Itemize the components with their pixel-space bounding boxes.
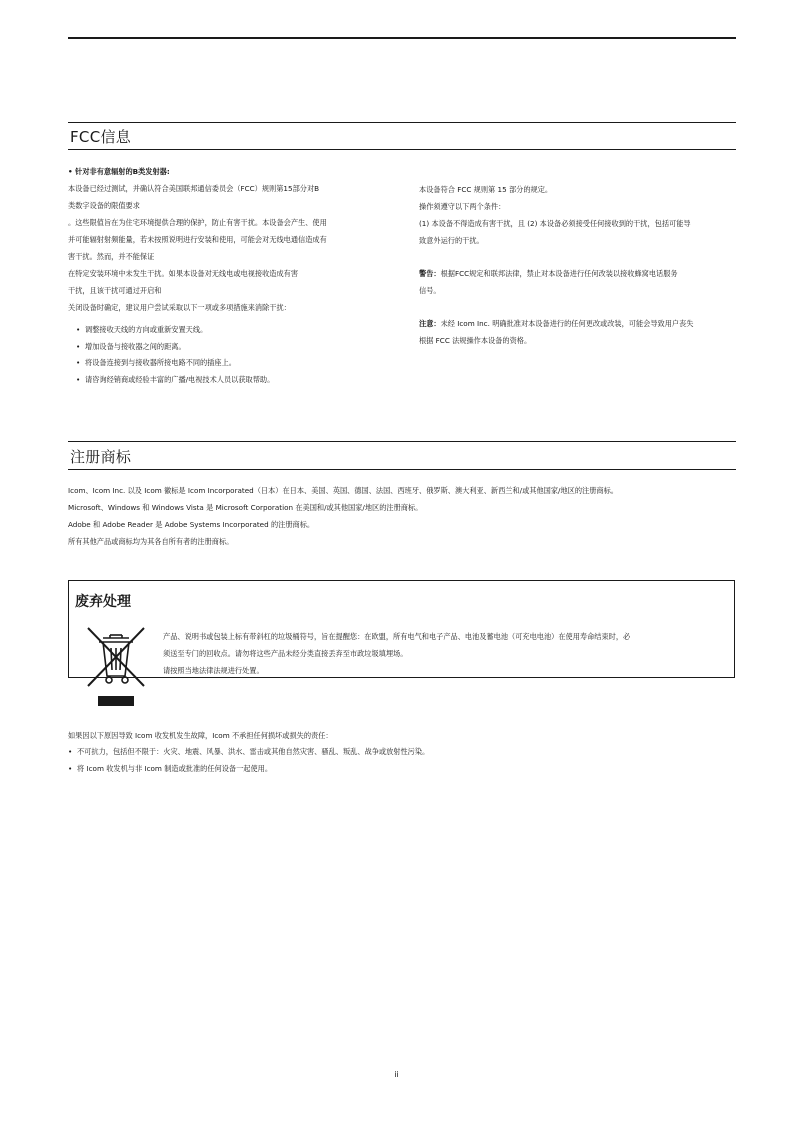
fcc-right-column — [419, 181, 693, 349]
fcc-right-line: (1) 本设备不得造成有害干扰，且 (2) 本设备必须接受任何接收到的干扰，包括可能导 — [419, 219, 691, 228]
disposal-text — [163, 628, 630, 679]
trademarks-body — [68, 482, 618, 550]
trademark-line: Adobe 和 Adobe Reader 是 Adobe Systems Incorporated 的注册商标。 — [68, 520, 315, 529]
disposal-line: 请按照当地法律法规进行处置。 — [163, 666, 264, 675]
fcc-left-line: 干扰，且该干扰可通过开启和 — [68, 286, 162, 295]
warning-text: 根据FCC规定和联邦法律，禁止对本设备进行任何改装以接收蜂窝电话服务 — [440, 269, 678, 278]
list-item-text: 增加设备与接收器之间的距离。 — [85, 341, 186, 351]
fcc-measures-list — [76, 322, 327, 388]
top-rule — [68, 37, 736, 39]
bullet-icon: • — [68, 763, 73, 773]
fcc-warning-line2: 信号。 — [419, 286, 441, 295]
list-item — [68, 744, 429, 761]
fcc-left-line: 。这些限值旨在为住宅环境提供合理的保护，防止有害干扰。本设备会产生、使用 — [68, 218, 327, 227]
liability-intro: 如果因以下原因导致 Icom 收发机发生故障，Icom 不承担任何损坏或损失的责任： — [68, 731, 333, 740]
disposal-line: 产品、说明书或包装上标有带斜杠的垃圾桶符号，旨在提醒您：在欧盟，所有电气和电子产品、电池及蓄电池（可充电电池）在使用寿命结束时，必 — [163, 632, 631, 641]
fcc-left-heading-text: 针对非有意辐射的B类发射器: — [75, 167, 170, 176]
disposal-title: 废弃处理 — [75, 594, 131, 610]
liability-list — [68, 744, 429, 777]
list-item — [76, 355, 327, 372]
bullet-icon: • — [76, 325, 81, 334]
disposal-box — [68, 580, 735, 678]
fcc-right-line: 致意外运行的干扰。 — [419, 236, 484, 245]
fcc-note — [419, 315, 693, 332]
fcc-title-rule-bottom — [68, 149, 736, 150]
bullet-icon: • — [76, 358, 81, 367]
trademarks-title-rule-top — [68, 441, 736, 442]
fcc-note-line2: 根据 FCC 法规操作本设备的资格。 — [419, 336, 532, 345]
list-item-text: 将设备连接到与接收器所接电路不同的插座上。 — [85, 358, 236, 367]
fcc-left-line: 本设备已经过测试，并确认符合美国联邦通信委员会（FCC）规则第15部分对B — [68, 184, 320, 193]
trademark-line: 所有其他产品或商标均为其各自所有者的注册商标。 — [68, 537, 234, 546]
fcc-left-line: 关闭设备时确定，建议用户尝试采取以下一项或多项措施来消除干扰： — [68, 303, 291, 312]
page-number: ii — [394, 1070, 399, 1079]
list-item-text: 请咨询经销商或经验丰富的广播/电视技术人员以获取帮助。 — [85, 374, 275, 384]
warning-label: 警告： — [419, 269, 441, 278]
list-item-text: 不可抗力，包括但不限于：火灾、地震、风暴、洪水、雷击或其他自然灾害、骚乱、叛乱、战争或放射性污染。 — [77, 747, 430, 756]
bullet-icon: • — [68, 167, 73, 176]
fcc-left-line: 并可能辐射射频能量，若未按照说明进行安装和使用，可能会对无线电通信造成有 — [68, 235, 327, 244]
fcc-warning — [419, 265, 693, 282]
fcc-left-column — [68, 163, 327, 388]
fcc-title-rule-top — [68, 122, 736, 123]
list-item-text: 调整接收天线的方向或重新安置天线。 — [85, 325, 208, 334]
fcc-left-line: 在特定安装环境中未发生干扰。如果本设备对无线电或电视接收造成有害 — [68, 269, 299, 278]
trademark-line: Microsoft、Windows 和 Windows Vista 是 Microsoft Corporation 在美国和/或其他国家/地区的注册商标。 — [68, 503, 423, 512]
list-item — [76, 339, 327, 356]
bullet-icon: • — [68, 747, 73, 756]
trademarks-section-title: 注册商标 — [70, 448, 132, 466]
list-item — [76, 322, 327, 339]
trademarks-title-rule-bottom — [68, 469, 736, 470]
bullet-icon: • — [76, 374, 81, 384]
note-label: 注意： — [419, 319, 441, 328]
fcc-section-title: FCC信息 — [70, 128, 132, 146]
fcc-right-line: 本设备符合 FCC 规则第 15 部分的规定。 — [419, 185, 553, 194]
fcc-right-line: 操作须遵守以下两个条件： — [419, 202, 506, 211]
fcc-left-line: 类数字设备的限值要求 — [68, 201, 140, 210]
bullet-icon: • — [76, 341, 81, 351]
trademark-line: Icom、Icom Inc. 以及 Icom 徽标是 Icom Incorporated（日本）在日本、美国、英国、德国、法国、西班牙、俄罗斯、澳大利亚、新西兰和/或其他国家/地区的注册商标。 — [68, 486, 618, 495]
list-item — [76, 372, 327, 389]
note-text: 未经 Icom Inc. 明确批准对本设备进行的任何更改或改装，可能会导致用户丧失 — [440, 319, 694, 328]
liability-section — [68, 727, 429, 777]
list-item-text: 将 Icom 收发机与非 Icom 制造或批准的任何设备一起使用。 — [77, 763, 273, 773]
list-item — [68, 761, 429, 778]
fcc-left-heading — [68, 163, 327, 180]
crossed-out-wheelie-bin-icon — [85, 624, 147, 708]
disposal-line: 须送至专门的回收点。请勿将这些产品未经分类直接丢弃至市政垃圾填埋场。 — [163, 649, 408, 658]
fcc-left-line: 害干扰。然而，并不能保证 — [68, 252, 155, 261]
